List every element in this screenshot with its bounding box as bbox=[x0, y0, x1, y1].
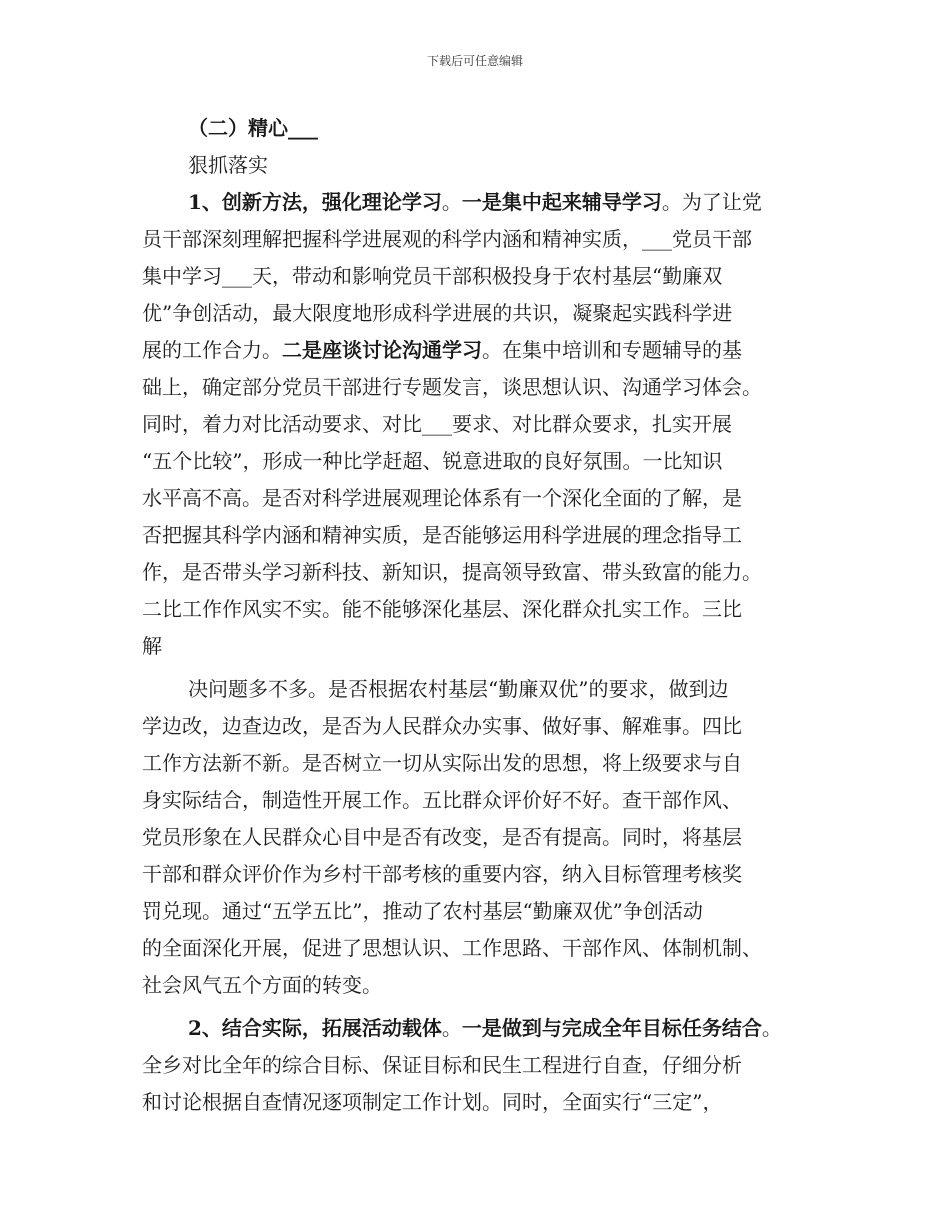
bold-run: 1、创新方法，强化理论学习 bbox=[188, 190, 442, 214]
bold-run: 2、结合实际，拓展活动载体 bbox=[188, 1016, 442, 1040]
paragraph-line bbox=[142, 893, 832, 930]
paragraph-line bbox=[142, 443, 832, 480]
text-run: 二比工作作风实不实。能不能够深化基层、深化群众扎实工作。三比 bbox=[142, 597, 742, 621]
paragraph-line bbox=[142, 369, 832, 406]
text-run: 础上，确定部分党员干部进行专题发言，谈思想认识、沟通学习体会。 bbox=[142, 375, 762, 399]
text-run: 党员形象在人民群众心目中是否有改变，是否有提高。同时，将基层 bbox=[142, 825, 742, 849]
paragraph-line bbox=[142, 332, 832, 369]
document-body bbox=[142, 110, 832, 1121]
text-run: 。为了让党 bbox=[661, 190, 762, 214]
paragraph-line bbox=[142, 591, 832, 628]
paragraph-line bbox=[142, 406, 832, 443]
paragraph-line bbox=[142, 708, 832, 745]
text-run: 全乡对比全年的综合目标、保证目标和民生工程进行自查，仔细分析 bbox=[142, 1053, 742, 1077]
text-run: 工作方法新不新。是否树立一切从实际出发的思想，将上级要求与自 bbox=[142, 751, 742, 775]
text-run: 。 bbox=[441, 190, 462, 214]
text-run: 。 bbox=[441, 1016, 462, 1040]
paragraph-line bbox=[142, 1010, 832, 1047]
text-run: 的全面深化开展，促进了思想认识、工作思路、干部作风、体制机制、 bbox=[142, 936, 762, 960]
paragraph-line bbox=[142, 819, 832, 856]
text-run: 员干部深刻理解把握科学进展观的科学内涵和精神实质，___党员干部 bbox=[142, 227, 752, 251]
text-run: 和讨论根据自查情况逐项制定工作计划。同时，全面实行“三定”， bbox=[142, 1090, 723, 1114]
text-run: 决问题多不多。是否根据农村基层“勤廉双优”的要求，做到边 bbox=[188, 677, 729, 701]
paragraph-line bbox=[142, 930, 832, 967]
paragraph-line bbox=[142, 221, 832, 258]
paragraph-line bbox=[142, 184, 832, 221]
text-run: 展的工作合力。 bbox=[142, 338, 282, 362]
text-run: 。 bbox=[761, 1016, 782, 1040]
text-run: 身实际结合，制造性开展工作。五比群众评价好不好。查干部作风、 bbox=[142, 788, 742, 812]
paragraph-line bbox=[142, 967, 832, 1004]
paragraph-line bbox=[142, 1084, 832, 1121]
text-run: 社会风气五个方面的转变。 bbox=[142, 973, 382, 997]
paragraph-line bbox=[142, 671, 832, 708]
text-run: 解 bbox=[142, 634, 162, 658]
bold-run: 一是做到与完成全年目标任务结合 bbox=[461, 1016, 762, 1040]
text-run: 罚兑现。通过“五学五比”，推动了农村基层“勤廉双优”争创活动 bbox=[142, 899, 703, 923]
paragraph-line bbox=[142, 856, 832, 893]
bold-run: 一是集中起来辅导学习 bbox=[461, 190, 662, 214]
section-heading bbox=[142, 110, 832, 147]
paragraph-line bbox=[142, 628, 832, 665]
paragraph-line bbox=[142, 295, 832, 332]
page-header: 下载后可任意编辑 bbox=[426, 54, 523, 68]
paragraph-line bbox=[142, 554, 832, 591]
text-run: 水平高不高。是否对科学进展观理论体系有一个深化全面的了解，是 bbox=[142, 486, 742, 510]
text-run: “五个比较”，形成一种比学赶超、锐意进取的良好氛围。一比知识 bbox=[142, 449, 723, 473]
paragraph-line bbox=[142, 782, 832, 819]
text-run: 干部和群众评价作为乡村干部考核的重要内容，纳入目标管理考核奖 bbox=[142, 862, 742, 886]
bold-run: 二是座谈讨论沟通学习 bbox=[282, 338, 482, 362]
paragraph-line bbox=[142, 1047, 832, 1084]
paragraph-line bbox=[142, 258, 832, 295]
text-run: 同时，着力对比活动要求、对比___要求、对比群众要求，扎实开展 bbox=[142, 412, 732, 436]
paragraph-line bbox=[142, 745, 832, 782]
text-run: 否把握其科学内涵和精神实质，是否能够运用科学进展的理念指导工 bbox=[142, 523, 742, 547]
text-run: 作，是否带头学习新科技、新知识，提高领导致富、带头致富的能力。 bbox=[142, 560, 762, 584]
text-run: 优”争创活动，最大限度地形成科学进展的共识，凝聚起实践科学进 bbox=[142, 301, 733, 325]
text-run: 狠抓落实 bbox=[188, 153, 268, 177]
text-run: 学边改，边查边改，是否为人民群众办实事、做好事、解难事。四比 bbox=[142, 714, 742, 738]
text-run: 集中学习___天，带动和影响党员干部积极投身于农村基层“勤廉双 bbox=[142, 264, 723, 288]
paragraph-line bbox=[142, 517, 832, 554]
text-run: 。在集中培训和专题辅导的基 bbox=[482, 338, 742, 362]
heading-text: （二）精心___ bbox=[188, 116, 318, 140]
paragraph-line bbox=[142, 147, 832, 184]
paragraph-line bbox=[142, 480, 832, 517]
